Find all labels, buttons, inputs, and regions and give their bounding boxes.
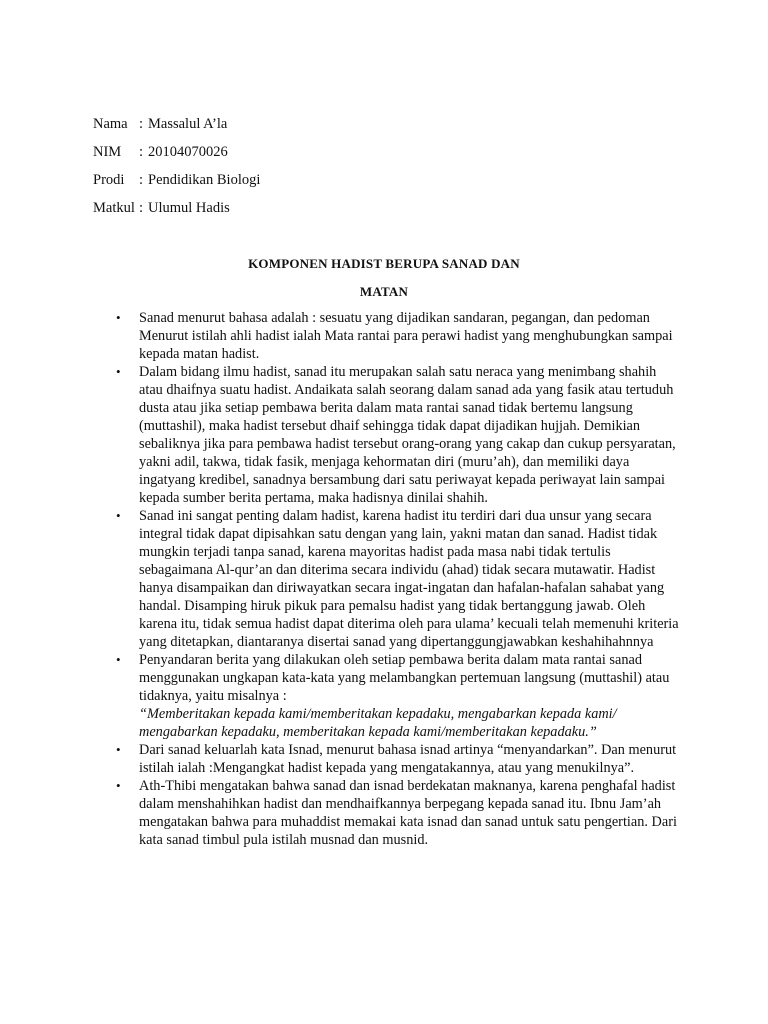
document-title-line2: MATAN	[359, 284, 409, 299]
bullet-text: Sanad menurut bahasa adalah : sesuatu yang dijadikan sandaran, pegangan, dan pedoman	[139, 310, 650, 326]
bullet-text: Dari sanad keluarlah kata Isnad, menurut bahasa isnad artinya “menyandarkan”. Dan menurut istilah ialah :Mengangkat hadist kepada yang mengatakannya, atau yang menukilnya”.	[139, 742, 677, 776]
info-separator: :	[139, 172, 144, 188]
info-label: Matkul	[93, 200, 135, 216]
bullet-item	[115, 741, 680, 777]
bullet-text: Ath-Thibi mengatakan bahwa sanad dan isnad berdekatan maknanya, karena penghafal hadist dalam menshahihkan hadist dan mendhaifkannya berpegang kepada sanad itu. Ibnu Jam’ah mengatakan bahwa para muhaddist memakai kata isnad dan sanad untuk satu pengertian. Dari kata sanad timbul pula istilah musnad dan musnid.	[139, 778, 677, 848]
bullet-item	[115, 309, 680, 363]
info-row-nim	[93, 140, 260, 168]
info-separator: :	[139, 144, 144, 160]
info-separator: :	[139, 200, 144, 216]
info-row-nama	[93, 112, 260, 140]
info-value-prodi: Pendidikan Biologi	[148, 172, 261, 188]
bullet-text: Dalam bidang ilmu hadist, sanad itu merupakan salah satu neraca yang menimbang shahih atau dhaifnya suatu hadist. Andaikata salah seorang dalam sanad ada yang fasik atau tertuduh dusta atau jika setiap pembawa berita dalam mata rantai sanad tidak bertemu langsung (muttashil), maka hadist tersebut dhaif sehingga tidak dapat dijadikan hujjah. Demikian sebaliknya jika para pembawa hadist tersebut orang-orang yang cakap dan cukup persyaratan, yakni adil, takwa, tidak fasik, menjaga kehormatan diri (muru’ah), dan memiliki daya ingatyang kredibel, sanadnya bersambung dari satu periwayat kepada periwayat lain sampai kepada sumber berita pertama, maka hadisnya dinilai shahih.	[139, 364, 676, 506]
info-value-nim: 20104070026	[148, 144, 228, 160]
bullet-item	[115, 777, 680, 849]
bullet-item	[115, 651, 680, 741]
student-info	[93, 112, 260, 224]
info-label: NIM	[93, 144, 122, 160]
bullet-icon: •	[116, 652, 121, 667]
bullet-icon: •	[116, 742, 121, 757]
bullet-list	[115, 309, 680, 849]
bullet-icon: •	[116, 310, 121, 325]
document-title-line1: KOMPONEN HADIST BERUPA SANAD DAN	[248, 256, 520, 271]
bullet-icon: •	[116, 778, 121, 793]
bullet-text: Penyandaran berita yang dilakukan oleh setiap pembawa berita dalam mata rantai sanad menggunakan ungkapan kata-kata yang melambangkan pertemuan langsung (muttashil) atau tidaknya, yaitu misalnya :	[139, 652, 670, 704]
bullet-text: Menurut istilah ahli hadist ialah Mata rantai para perawi hadist yang menghubungkan sampai kepada matan hadist.	[139, 328, 673, 362]
bullet-quote: “Memberitakan kepada kami/memberitakan kepadaku, mengabarkan kepada kami/ mengabarkan kepadaku, memberitakan kepada kami/memberitakan kepadaku.”	[139, 706, 617, 740]
bullet-icon: •	[116, 508, 121, 523]
info-separator: :	[139, 116, 144, 132]
bullet-item	[115, 507, 680, 651]
info-row-matkul	[93, 196, 260, 224]
bullet-item	[115, 363, 680, 507]
bullet-icon: •	[116, 364, 121, 379]
bullet-text: Sanad ini sangat penting dalam hadist, karena hadist itu terdiri dari dua unsur yang secara integral tidak dapat dipisahkan satu dengan yang lain, yakni matan dan sanad. Hadist tidak mungkin terjadi tanpa sanad, karena mayoritas hadist pada masa nabi tidak tertulis sebagaimana Al-qur’an dan diterima secara individu (ahad) tidak secara mutawatir. Hadist hanya disampaikan dan diriwayatkan secara ingat-ingatan dan hafalan-hafalan sahabat yang handal. Disamping hiruk pikuk para pemalsu hadist yang tidak bertanggung jawab. Oleh karena itu, tidak semua hadist dapat diterima oleh para ulama’ kecuali telah memenuhi kriteria yang ditetapkan, diantaranya disertai sanad yang dipertanggungjawabkan keshahihahnnya	[139, 508, 679, 650]
info-label: Prodi	[93, 172, 125, 188]
info-label: Nama	[93, 116, 128, 132]
info-row-prodi	[93, 168, 260, 196]
info-value-matkul: Ulumul Hadis	[148, 200, 230, 216]
info-value-nama: Massalul A’la	[148, 116, 228, 132]
